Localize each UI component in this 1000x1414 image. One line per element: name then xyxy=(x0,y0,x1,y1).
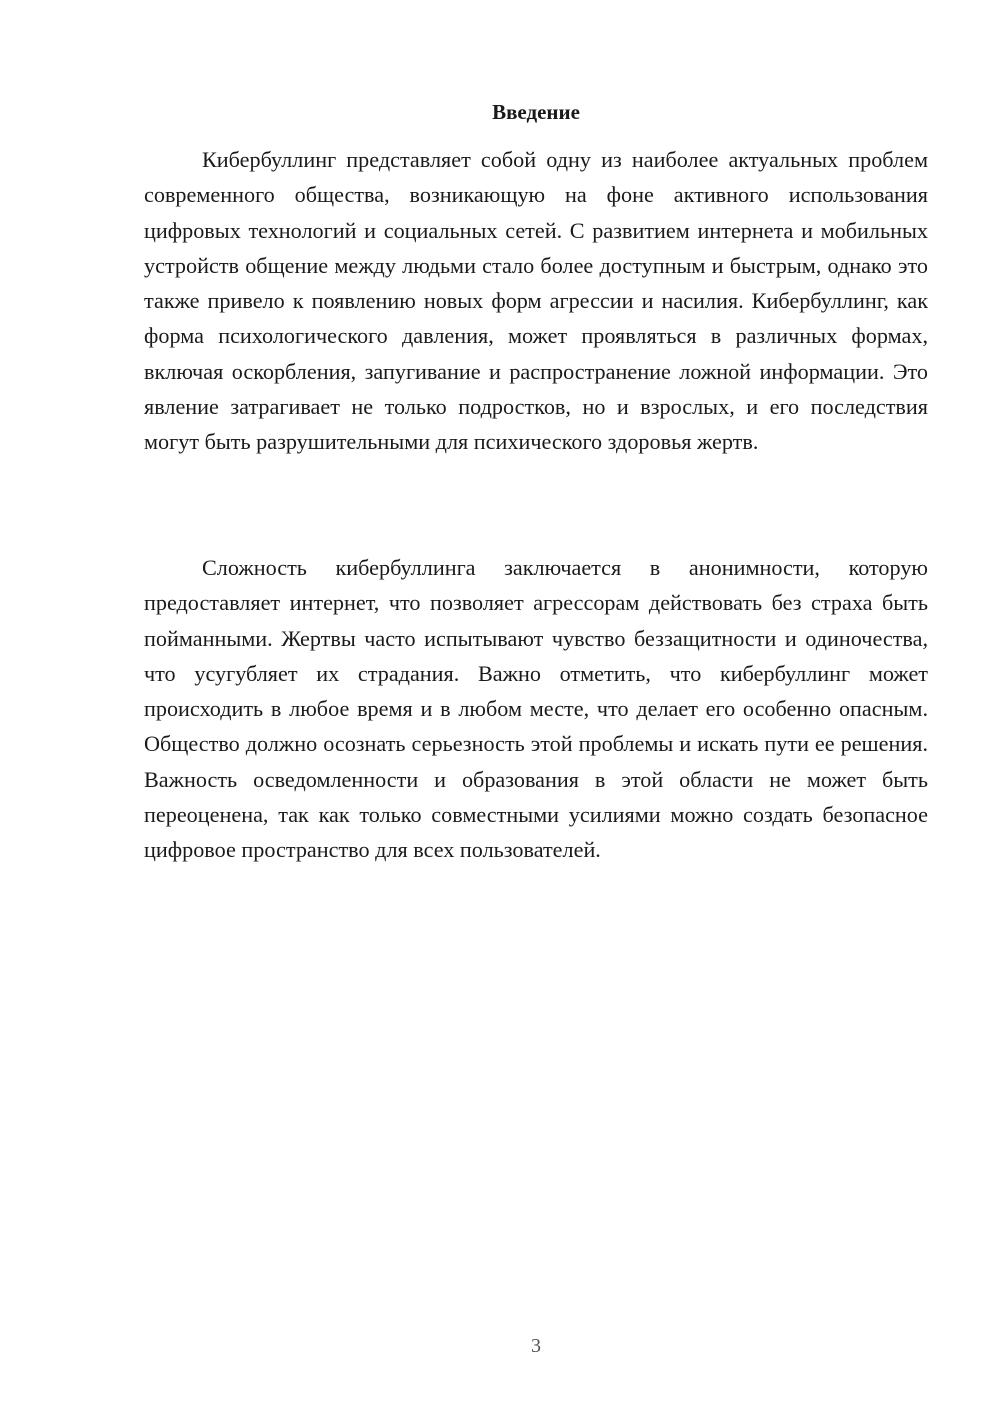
section-title: Введение xyxy=(492,100,580,124)
page-number: 3 xyxy=(531,1335,541,1357)
paragraph-2: Сложность кибербуллинга заключается в анонимности, которую предоставляет интернет, что позволяет агрессорам действовать без страха быть пойманными. Жертвы часто испытывают чувство беззащитности и одиночества, что усугубляет их страдания. Важно отметить, что кибербуллинг может происходить в любое время и в любом месте, что делает его особенно опасным. Общество должно осознать серьезность этой проблемы и искать пути ее решения. Важность осведомленности и образования в этой области не может быть переоценена, так как только совместными усилиями можно создать безопасное цифровое пространство для всех пользователей. xyxy=(144,555,928,863)
paragraph-1: Кибербуллинг представляет собой одну из наиболее актуальных проблем современного общества, возникающую на фоне активного использования цифровых технологий и социальных сетей. С развитием интернета и мобильных устройств общение между людьми стало более доступным и быстрым, однако это также привело к появлению новых форм агрессии и насилия. Кибербуллинг, как форма психологического давления, может проявляться в различных формах, включая оскорбления, запугивание и распространение ложной информации. Это явление затрагивает не только подростков, но и взрослых, и его последствия могут быть разрушительными для психического здоровья жертв. xyxy=(144,147,928,455)
